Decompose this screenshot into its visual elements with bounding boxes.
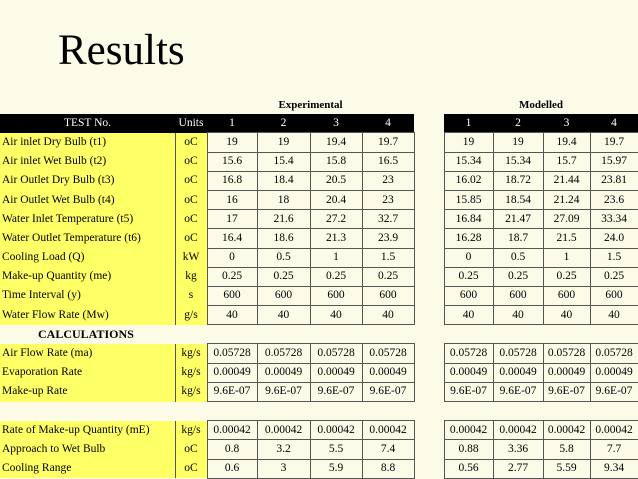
modelled-value: 9.6E-07	[590, 382, 638, 401]
experimental-value: 3	[257, 459, 310, 478]
experimental-value: 600	[257, 286, 310, 305]
row-label: Water Outlet Temperature (t6)	[0, 229, 175, 248]
modelled-value: 9.34	[590, 459, 638, 478]
mod-col-3: 3	[543, 114, 590, 133]
column-gap	[414, 440, 444, 459]
table-row	[0, 344, 638, 363]
modelled-value: 0.5	[493, 248, 543, 267]
experimental-value: 0.00042	[362, 421, 414, 440]
table-row	[0, 152, 638, 171]
experimental-value: 9.6E-07	[310, 382, 362, 401]
modelled-value: 600	[444, 286, 493, 305]
modelled-value: 0.05728	[590, 344, 638, 363]
experimental-value: 5.9	[310, 459, 362, 478]
modelled-value: 1	[543, 248, 590, 267]
experimental-value: 600	[310, 286, 362, 305]
column-gap	[414, 459, 444, 478]
row-unit: oC	[175, 459, 207, 478]
experimental-value: 19.7	[362, 133, 414, 152]
table-row	[0, 286, 638, 305]
row-unit: s	[175, 286, 207, 305]
table-row	[0, 440, 638, 459]
experimental-value: 19	[207, 133, 257, 152]
modelled-value: 19.7	[590, 133, 638, 152]
experimental-value: 1.5	[362, 248, 414, 267]
table-row	[0, 363, 638, 382]
modelled-value: 19	[493, 133, 543, 152]
experimental-value: 40	[257, 306, 310, 325]
modelled-value: 40	[590, 306, 638, 325]
experimental-value: 27.2	[310, 210, 362, 229]
experimental-value: 32.7	[362, 210, 414, 229]
experimental-value: 0.25	[310, 267, 362, 286]
experimental-value: 20.5	[310, 171, 362, 190]
test-no-header: TEST No.	[0, 114, 175, 133]
row-unit: kg/s	[175, 363, 207, 382]
modelled-value: 19.4	[543, 133, 590, 152]
column-gap	[414, 421, 444, 440]
experimental-value: 0.05728	[257, 344, 310, 363]
experimental-value: 0.05728	[362, 344, 414, 363]
experimental-value: 19.4	[310, 133, 362, 152]
table-row	[0, 248, 638, 267]
row-label: Cooling Load (Q)	[0, 248, 175, 267]
column-gap	[414, 344, 444, 363]
modelled-value: 40	[543, 306, 590, 325]
row-label: Time Interval (y)	[0, 286, 175, 305]
modelled-value: 9.6E-07	[444, 382, 493, 401]
table-row	[0, 210, 638, 229]
row-label: Water Inlet Temperature (t5)	[0, 210, 175, 229]
result-rows	[0, 421, 638, 479]
column-gap	[414, 248, 444, 267]
spacer-section	[0, 402, 638, 421]
units-header: Units	[175, 114, 207, 133]
experimental-value: 23.9	[362, 229, 414, 248]
experimental-value: 18.6	[257, 229, 310, 248]
row-unit: kW	[175, 248, 207, 267]
modelled-value: 0.00042	[444, 421, 493, 440]
row-unit: oC	[175, 210, 207, 229]
modelled-value: 0.25	[444, 267, 493, 286]
experimental-value: 18	[257, 190, 310, 209]
modelled-value: 0.00042	[493, 421, 543, 440]
column-gap	[414, 190, 444, 209]
input-rows	[0, 248, 638, 325]
modelled-value: 40	[444, 306, 493, 325]
modelled-value: 15.85	[444, 190, 493, 209]
modelled-value: 0.00049	[543, 363, 590, 382]
modelled-value: 0.88	[444, 440, 493, 459]
modelled-value: 7.7	[590, 440, 638, 459]
experimental-value: 3.2	[257, 440, 310, 459]
row-label: Air Outlet Wet Bulb (t4)	[0, 190, 175, 209]
row-label: Rate of Make-up Quantity (mE)	[0, 421, 175, 440]
experimental-value: 15.4	[257, 152, 310, 171]
experimental-value: 1	[310, 248, 362, 267]
modelled-value: 0.25	[493, 267, 543, 286]
mod-col-1: 1	[444, 114, 493, 133]
row-unit: oC	[175, 152, 207, 171]
modelled-value: 600	[493, 286, 543, 305]
experimental-value: 0	[207, 248, 257, 267]
row-label: Air Flow Rate (ma)	[0, 344, 175, 363]
table-row	[0, 267, 638, 286]
experimental-value: 0.05728	[207, 344, 257, 363]
modelled-value: 600	[543, 286, 590, 305]
experimental-value: 0.00049	[362, 363, 414, 382]
experimental-value: 40	[310, 306, 362, 325]
row-label: Make-up Rate	[0, 382, 175, 401]
modelled-value: 40	[493, 306, 543, 325]
column-gap	[414, 133, 444, 152]
table-row	[0, 382, 638, 401]
modelled-value: 0.05728	[493, 344, 543, 363]
modelled-value: 0.05728	[543, 344, 590, 363]
results-table	[0, 96, 638, 479]
modelled-value: 33.34	[590, 210, 638, 229]
experimental-value: 8.8	[362, 459, 414, 478]
table-row	[0, 133, 638, 152]
table-row	[0, 459, 638, 478]
table-row	[0, 421, 638, 440]
experimental-value: 40	[362, 306, 414, 325]
modelled-value: 24.0	[590, 229, 638, 248]
modelled-value: 15.34	[444, 152, 493, 171]
modelled-value: 15.34	[493, 152, 543, 171]
experimental-value: 16	[207, 190, 257, 209]
calculation-rows	[0, 344, 638, 402]
modelled-value: 0.25	[590, 267, 638, 286]
experimental-value: 0.00042	[207, 421, 257, 440]
experimental-value: 20.4	[310, 190, 362, 209]
experimental-value: 600	[362, 286, 414, 305]
experimental-value: 16.8	[207, 171, 257, 190]
modelled-value: 0.00049	[444, 363, 493, 382]
mod-col-4: 4	[590, 114, 638, 133]
experimental-value: 0.00049	[310, 363, 362, 382]
experimental-value: 0.8	[207, 440, 257, 459]
modelled-value: 15.97	[590, 152, 638, 171]
experimental-value: 15.8	[310, 152, 362, 171]
column-gap	[414, 171, 444, 190]
modelled-value: 600	[590, 286, 638, 305]
experimental-value: 21.3	[310, 229, 362, 248]
row-unit: oC	[175, 190, 207, 209]
experimental-value: 0.00042	[257, 421, 310, 440]
modelled-value: 21.47	[493, 210, 543, 229]
modelled-value: 18.72	[493, 171, 543, 190]
modelled-value: 15.7	[543, 152, 590, 171]
exp-col-3: 3	[310, 114, 362, 133]
modelled-value: 23.81	[590, 171, 638, 190]
experimental-value: 0.25	[257, 267, 310, 286]
modelled-value: 21.5	[543, 229, 590, 248]
experimental-value: 16.5	[362, 152, 414, 171]
experimental-value: 23	[362, 190, 414, 209]
modelled-value: 0.00042	[590, 421, 638, 440]
column-gap	[414, 363, 444, 382]
experimental-value: 0.6	[207, 459, 257, 478]
modelled-value: 21.24	[543, 190, 590, 209]
experimental-value: 7.4	[362, 440, 414, 459]
row-unit: oC	[175, 133, 207, 152]
column-header-row	[0, 114, 638, 133]
experimental-value: 9.6E-07	[257, 382, 310, 401]
experimental-value: 0.25	[362, 267, 414, 286]
experimental-value: 17	[207, 210, 257, 229]
experimental-value: 0.00049	[257, 363, 310, 382]
experimental-value: 21.6	[257, 210, 310, 229]
row-unit: kg/s	[175, 421, 207, 440]
experimental-value: 0.00042	[310, 421, 362, 440]
calculations-heading	[0, 325, 638, 344]
row-label: Cooling Range	[0, 459, 175, 478]
column-gap	[414, 210, 444, 229]
exp-col-2: 2	[257, 114, 310, 133]
experimental-value: 19	[257, 133, 310, 152]
experimental-header: Experimental	[278, 98, 343, 111]
row-unit: kg	[175, 267, 207, 286]
column-gap	[414, 229, 444, 248]
exp-col-1: 1	[207, 114, 257, 133]
experimental-value: 0.05728	[310, 344, 362, 363]
row-label: Air inlet Dry Bulb (t1)	[0, 133, 175, 152]
modelled-value: 21.44	[543, 171, 590, 190]
experimental-value: 0.00049	[207, 363, 257, 382]
experimental-value: 5.5	[310, 440, 362, 459]
page-title: Results	[58, 27, 185, 74]
modelled-value: 23.6	[590, 190, 638, 209]
row-unit: kg/s	[175, 344, 207, 363]
modelled-value: 9.6E-07	[543, 382, 590, 401]
modelled-value: 0.00049	[493, 363, 543, 382]
experimental-value: 16.4	[207, 229, 257, 248]
row-unit: oC	[175, 171, 207, 190]
modelled-value: 16.02	[444, 171, 493, 190]
table-row	[0, 229, 638, 248]
exp-col-4: 4	[362, 114, 414, 133]
modelled-value: 9.6E-07	[493, 382, 543, 401]
modelled-header: Modelled	[519, 98, 564, 111]
column-gap	[414, 382, 444, 401]
measurement-rows	[0, 133, 638, 248]
table-row	[0, 190, 638, 209]
column-gap	[414, 306, 444, 325]
modelled-value: 18.54	[493, 190, 543, 209]
modelled-value: 3.36	[493, 440, 543, 459]
modelled-value: 5.59	[543, 459, 590, 478]
column-gap	[414, 286, 444, 305]
row-unit: oC	[175, 440, 207, 459]
group-header-row	[0, 96, 638, 114]
modelled-value: 0.00049	[590, 363, 638, 382]
experimental-value: 23	[362, 171, 414, 190]
modelled-value: 19	[444, 133, 493, 152]
row-label: Air inlet Wet Bulb (t2)	[0, 152, 175, 171]
modelled-value: 5.8	[543, 440, 590, 459]
table-row	[0, 171, 638, 190]
row-unit: g/s	[175, 306, 207, 325]
experimental-value: 18.4	[257, 171, 310, 190]
modelled-value: 0	[444, 248, 493, 267]
row-label: Evaporation Rate	[0, 363, 175, 382]
experimental-value: 9.6E-07	[362, 382, 414, 401]
row-label: Air Outlet Dry Bulb (t3)	[0, 171, 175, 190]
column-gap	[414, 152, 444, 171]
modelled-value: 2.77	[493, 459, 543, 478]
experimental-value: 40	[207, 306, 257, 325]
modelled-value: 0.00042	[543, 421, 590, 440]
experimental-value: 0.5	[257, 248, 310, 267]
modelled-value: 18.7	[493, 229, 543, 248]
row-unit: kg/s	[175, 382, 207, 401]
modelled-value: 16.28	[444, 229, 493, 248]
modelled-value: 0.25	[543, 267, 590, 286]
experimental-value: 600	[207, 286, 257, 305]
column-gap	[414, 267, 444, 286]
calculations-label: CALCULATIONS	[38, 326, 134, 341]
row-unit: oC	[175, 229, 207, 248]
row-label: Make-up Quantity (me)	[0, 267, 175, 286]
table-row	[0, 306, 638, 325]
mod-col-2: 2	[493, 114, 543, 133]
experimental-value: 9.6E-07	[207, 382, 257, 401]
experimental-value: 15.6	[207, 152, 257, 171]
modelled-value: 1.5	[590, 248, 638, 267]
row-label: Water Flow Rate (Mw)	[0, 306, 175, 325]
modelled-value: 16.84	[444, 210, 493, 229]
modelled-value: 27.09	[543, 210, 590, 229]
modelled-value: 0.05728	[444, 344, 493, 363]
row-label: Approach to Wet Bulb	[0, 440, 175, 459]
experimental-value: 0.25	[207, 267, 257, 286]
modelled-value: 0.56	[444, 459, 493, 478]
